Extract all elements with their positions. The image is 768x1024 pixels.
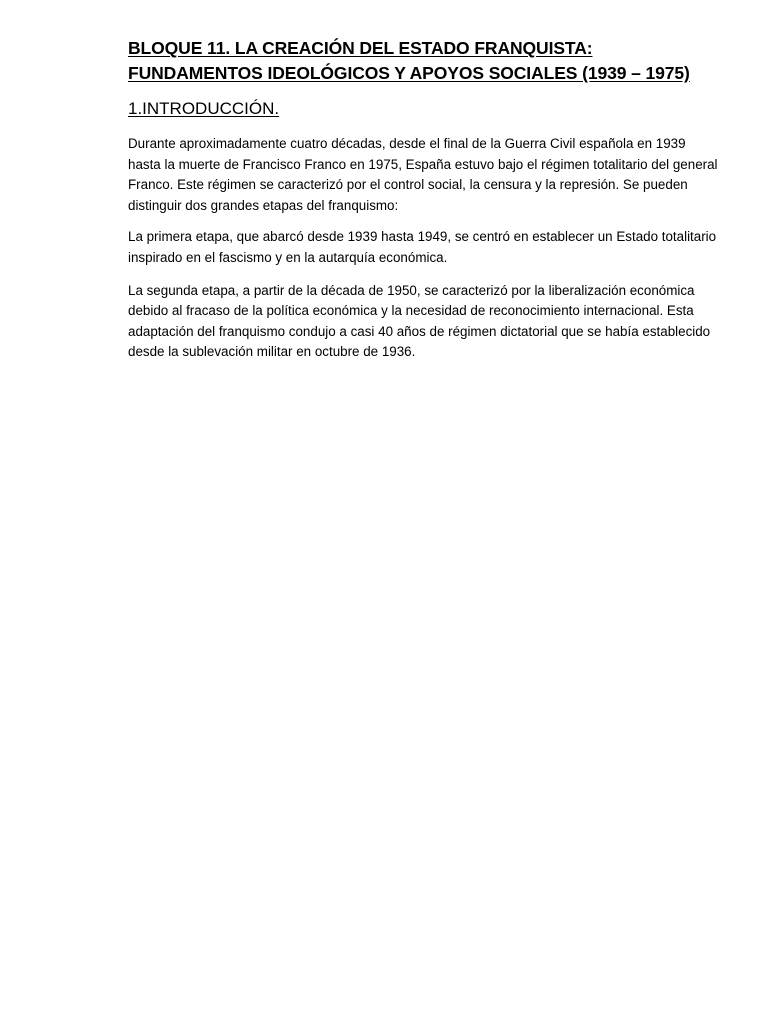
paragraph-primera-etapa: La primera etapa, que abarcó desde 1939 hasta 1949, se centró en establecer un Estado totalitario inspirado en el fascismo y en la autarquía económica. [128, 229, 717, 265]
paragraph-intro: Durante aproximadamente cuatro décadas, desde el final de la Guerra Civil española en 1939 hasta la muerte de Francisco Franco en 1975, España estuvo bajo el régimen totalitario del general Franco. Este régimen se caracterizó por el control social, la censura y la represión. Se pueden distinguir dos grandes etapas del franquismo: [128, 136, 718, 213]
document-title-line-1: BLOQUE 11. LA CREACIÓN DEL ESTADO FRANQUISTA: [128, 38, 593, 58]
paragraph-segunda-etapa: La segunda etapa, a partir de la década de 1950, se caracterizó por la liberalización económica debido al fracaso de la política económica y la necesidad de reconocimiento internacional. Esta adaptación del franquismo condujo a casi 40 años de régimen dictatorial que se había establecido desde la sublevación militar en octubre de 1936. [128, 282, 711, 360]
document-title [128, 36, 718, 86]
section-heading-introduccion: 1.INTRODUCCIÓN. [128, 99, 280, 118]
document-body [128, 36, 718, 363]
document-title-line-2: FUNDAMENTOS IDEOLÓGICOS Y APOYOS SOCIALES (1939 – 1975) [128, 63, 690, 83]
